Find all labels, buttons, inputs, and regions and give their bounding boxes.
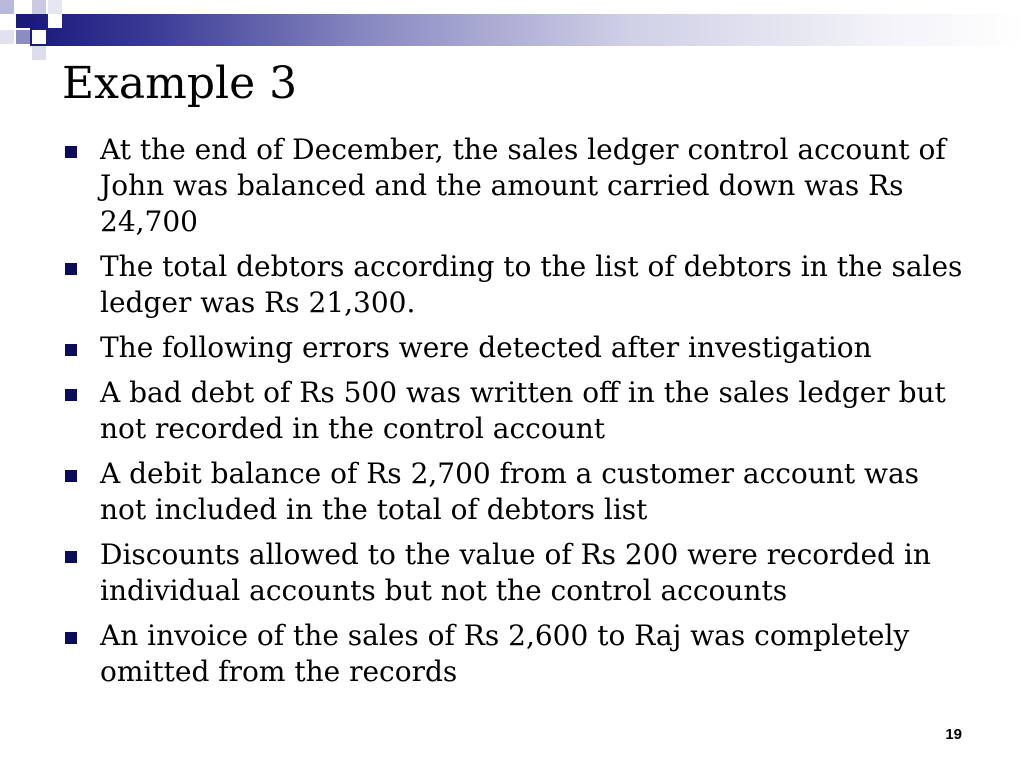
square-bullet-icon — [65, 389, 77, 401]
bullet-text: A bad debt of Rs 500 was written off in the sales ledger but not recorded in the control account — [100, 376, 946, 445]
bullet-item — [62, 249, 972, 321]
bullet-text: Discounts allowed to the value of Rs 200 were recorded in individual accounts but not the control accounts — [100, 538, 931, 607]
decorative-square — [48, 0, 62, 14]
square-bullet-icon — [65, 470, 77, 482]
bullet-item — [62, 132, 972, 240]
bullet-item — [62, 375, 972, 447]
bullet-text: The following errors were detected after investigation — [100, 331, 872, 364]
bullet-text: At the end of December, the sales ledger control account of John was balanced and the amount carried down was Rs 24,700 — [100, 133, 946, 238]
decorative-square — [0, 0, 14, 14]
square-bullet-icon — [65, 551, 77, 563]
square-bullet-icon — [65, 263, 77, 275]
decorative-square — [32, 30, 46, 44]
decorative-square — [64, 0, 78, 14]
bullet-text: The total debtors according to the list of debtors in the sales ledger was Rs 21,300. — [100, 250, 963, 319]
decorative-square — [16, 30, 30, 44]
bullet-list — [62, 132, 972, 699]
square-bullet-icon — [65, 146, 77, 158]
header-gradient-band — [30, 14, 1024, 46]
bullet-item — [62, 537, 972, 609]
bullet-text: An invoice of the sales of Rs 2,600 to Raj was completely omitted from the records — [100, 619, 910, 688]
square-bullet-icon — [65, 632, 77, 644]
decorative-square — [32, 46, 46, 60]
decorative-square — [0, 30, 14, 44]
bullet-text: A debit balance of Rs 2,700 from a customer account was not included in the total of debtors list — [100, 457, 920, 526]
bullet-item — [62, 330, 972, 366]
decorative-square — [16, 14, 30, 28]
decorative-square — [48, 14, 62, 28]
bullet-item — [62, 456, 972, 528]
page-number: 19 — [945, 726, 962, 743]
slide-title: Example 3 — [62, 58, 298, 109]
bullet-item — [62, 618, 972, 690]
decorative-square — [32, 0, 46, 14]
square-bullet-icon — [65, 344, 77, 356]
